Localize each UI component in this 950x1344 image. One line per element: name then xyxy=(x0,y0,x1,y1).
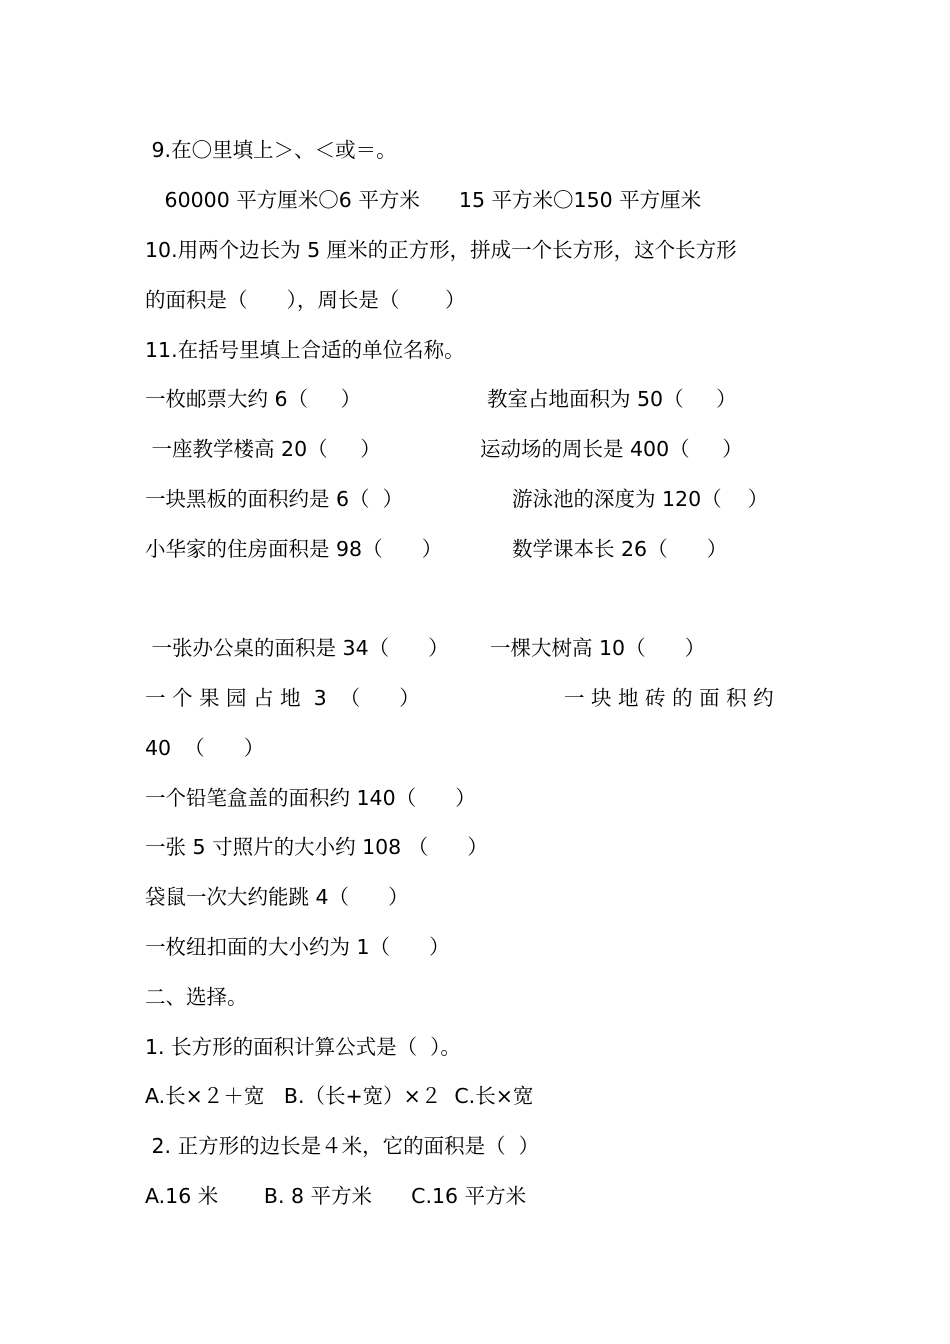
choice-q2-options: A.16 米 B. 8 平方米 C.16 平方米 xyxy=(145,1184,527,1208)
q11-item-track: 运动场的周长是 400（ ） xyxy=(480,437,743,461)
q11-item-building: 一座教学楼高 20（ ） xyxy=(145,437,381,461)
q11-item-orchard: 一 个 果 园 占 地 3 （ ） xyxy=(145,686,420,710)
q11-item-textbook: 数学课本长 26（ ） xyxy=(512,537,728,561)
q11-item-stamp: 一枚邮票大约 6（ ） xyxy=(145,387,362,411)
q11-item-pool: 游泳池的深度为 120（ ） xyxy=(512,487,769,511)
q10-question-line1: 10.用两个边长为 5 厘米的正方形，拼成一个长方形，这个长方形 xyxy=(145,238,737,262)
q11-item-house: 小华家的住房面积是 98（ ） xyxy=(145,537,443,561)
q10-question-line2: 的面积是（ ），周长是（ ） xyxy=(145,288,466,312)
q11-item-kangaroo: 袋鼠一次大约能跳 4（ ） xyxy=(145,885,409,909)
q11-item-tile-line1: 一 块 地 砖 的 面 积 约 xyxy=(564,686,774,710)
q11-item-photo: 一张 5 寸照片的大小约 108 （ ） xyxy=(145,835,488,859)
q11-item-tree: 一棵大树高 10（ ） xyxy=(490,636,706,660)
q11-item-button: 一枚纽扣面的大小约为 1（ ） xyxy=(145,935,450,959)
q11-title: 11.在括号里填上合适的单位名称。 xyxy=(145,338,465,362)
q11-item-blackboard: 一块黑板的面积约是 6（ ） xyxy=(145,487,404,511)
q11-item-tile-line2: 40 （ ） xyxy=(145,736,265,760)
section-2-title: 二、选择。 xyxy=(145,985,248,1009)
choice-q1: 1. 长方形的面积计算公式是（ ）。 xyxy=(145,1035,461,1059)
choice-q1-options: A.长×２＋宽 B.（长+宽）×２ C.长×宽 xyxy=(145,1084,534,1108)
q11-item-pencilbox: 一个铅笔盒盖的面积约 140（ ） xyxy=(145,786,476,810)
q9-comparisons: 60000 平方厘米〇6 平方米 15 平方米〇150 平方厘米 xyxy=(145,188,702,212)
choice-q2: 2. 正方形的边长是４米，它的面积是（ ） xyxy=(145,1134,540,1158)
q11-item-classroom: 教室占地面积为 50（ ） xyxy=(487,387,737,411)
q11-item-desk: 一张办公桌的面积是 34（ ） xyxy=(145,636,449,660)
q9-title: 9.在〇里填上＞、＜或＝。 xyxy=(145,138,397,162)
